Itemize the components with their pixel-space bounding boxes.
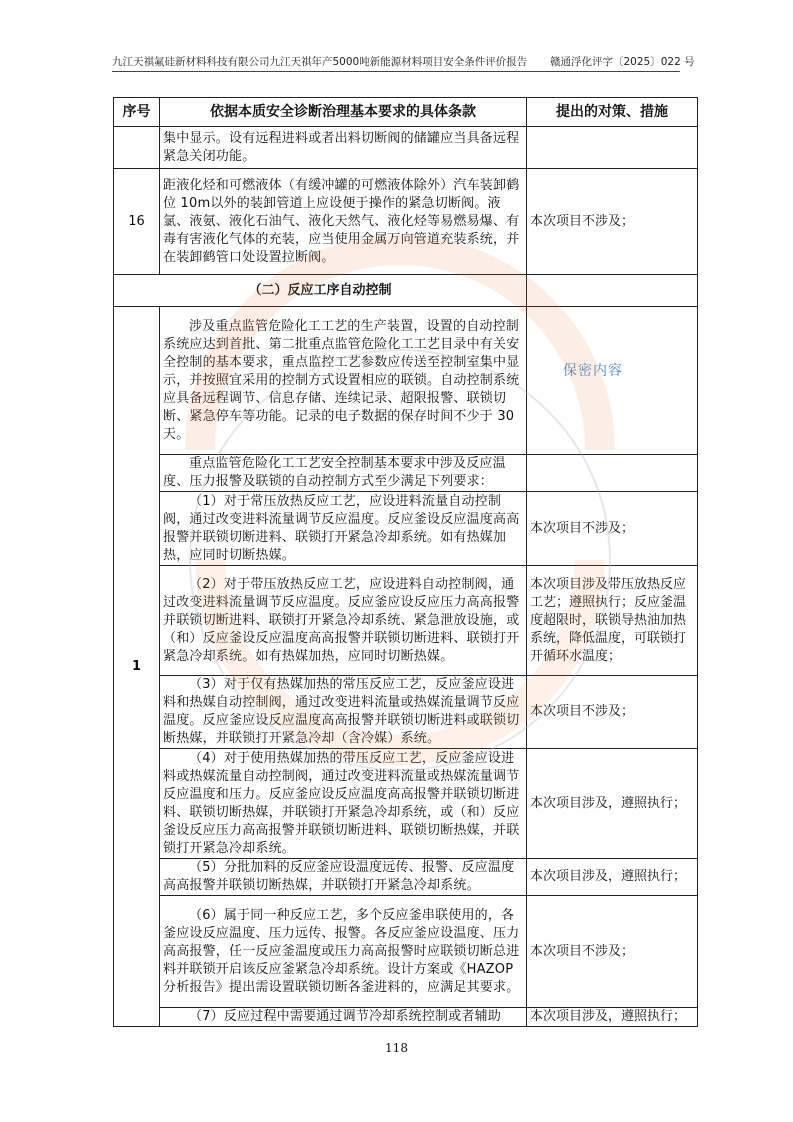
header-report-title: 九江天祺氟硅新材料科技有限公司九江天祺年产5000吨新能源材料项目安全条件评价报告 <box>112 56 528 68</box>
table-row <box>114 492 698 566</box>
table-row <box>114 307 698 455</box>
section-heading: （二）反应工序自动控制 <box>114 275 527 307</box>
measure-text: 本次项目不涉及； <box>527 492 698 566</box>
clause-text: （5）分批加料的反应釜应设温度远传、报警、反应温度高高报警并联锁切断热媒，并联锁打开紧急冷却系统。 <box>160 859 527 896</box>
clause-text: （4）对于使用热媒加热的带压反应工艺，反应釜应设进料或热媒流量自动控制阀，通过改变进料流量或热媒流量调节反应温度和压力。反应釜应设反应温度高高报警并联锁切断进料、联锁切断热媒，并联锁打开紧急冷却系统，或（和）反应釜设反应压力高高报警并联锁切断进料、联锁切断热媒，并联锁打开紧急冷却系统。 <box>160 749 527 859</box>
table-header-row <box>114 98 698 127</box>
table-row <box>114 127 698 169</box>
column-header-clause: 依据本质安全诊断治理基本要求的具体条款 <box>160 98 527 127</box>
measure-cell <box>527 307 698 455</box>
table-row <box>114 566 698 676</box>
table-row <box>114 1008 698 1027</box>
clause-text: （2）对于带压放热反应工艺，应设进料自动控制阀，通过改变进料流量调节反应温度。反应釜应设反应压力高高报警并联锁切断进料、联锁打开紧急冷却系统、紧急泄放设施，或（和）反应釜设反应温度高高报警并联锁切断进料、联锁打开紧急冷却系统。如有热媒加热，应同时切断热媒。 <box>160 566 527 676</box>
row-number <box>114 127 160 169</box>
table-row <box>114 676 698 749</box>
measure-text: 本次项目不涉及； <box>527 676 698 749</box>
clause-text: 集中显示。设有远程进料或者出料切断阀的储罐应当具备远程紧急关闭功能。 <box>160 127 527 169</box>
row-number: 1 <box>114 307 160 1027</box>
header-report-number: 赣通浮化评字〔2025〕022 号 <box>550 56 695 68</box>
safety-requirements-table <box>113 97 698 1027</box>
page-number: 118 <box>385 1041 408 1055</box>
measure-text: 本次项目涉及，遵照执行； <box>527 749 698 859</box>
confidential-label: 保密内容 <box>563 363 623 379</box>
clause-text: （3）对于仅有热媒加热的常压反应工艺，反应釜应设进料和热媒自动控制阀，通过改变进料流量或热媒流量调节反应温度。反应釜应设反应温度高高报警并联锁切断进料或联锁切断热媒，并联锁打开紧急冷却（含冷媒）系统。 <box>160 676 527 749</box>
clause-text: 重点监管危险化工工艺安全控制基本要求中涉及反应温度、压力报警及联锁的自动控制方式至少满足下列要求： <box>160 455 527 492</box>
measure-text: 本次项目不涉及； <box>527 896 698 1008</box>
table-row <box>114 749 698 859</box>
table-row <box>114 455 698 492</box>
table-row <box>114 859 698 896</box>
measure-text: 本次项目涉及，遵照执行； <box>527 859 698 896</box>
measure-text: 本次项目不涉及； <box>527 169 698 275</box>
clause-text: 涉及重点监管危险化工工艺的生产装置，设置的自动控制系统应达到首批、第二批重点监管危险化工工艺目录中有关安全控制的基本要求，重点监控工艺参数应传送至控制室集中显示，并按照宜采用的控制方式设置相应的联锁。自动控制系统应具备远程调节、信息存储、连续记录、超限报警、联锁切断、紧急停车等功能。记录的电子数据的保存时间不少于 30 天。 <box>160 307 527 455</box>
measure-text: 本次项目涉及，遵照执行； <box>527 1008 698 1027</box>
header-divider <box>112 71 680 72</box>
measure-text <box>527 127 698 169</box>
measure-text: 本次项目涉及带压放热反应工艺；遵照执行；反应釜温度超限时，联锁导热油加热系统，降低温度，可联锁打开循环水温度； <box>527 566 698 676</box>
column-header-measure: 提出的对策、措施 <box>527 98 698 127</box>
row-number: 16 <box>114 169 160 275</box>
measure-text <box>527 455 698 492</box>
clause-text: （6）属于同一种反应工艺，多个反应釜串联使用的，各釜应设反应温度、压力远传、报警。各反应釜应设温度、压力高高报警，任一反应釜温度或压力高高报警时应联锁切断总进料并联锁开启该反应釜紧急冷却系统。设计方案或《HAZOP 分析报告》提出需设置联锁切断各釜进料的，应满足其要求。 <box>160 896 527 1008</box>
clause-text: （7）反应过程中需要通过调节冷却系统控制或者辅助 <box>160 1008 527 1027</box>
column-header-no: 序号 <box>114 98 160 127</box>
section-row <box>114 275 698 307</box>
clause-text: （1）对于常压放热反应工艺，应设进料流量自动控制阀，通过改变进料流量调节反应温度。反应釜设反应温度高高报警并联锁切断进料、联锁打开紧急冷却系统。如有热媒加热，应同时切断热媒。 <box>160 492 527 566</box>
table-row <box>114 169 698 275</box>
clause-text: 距液化烃和可燃液体（有缓冲罐的可燃液体除外）汽车装卸鹤位 10m以外的装卸管道上应设便于操作的紧急切断阀。液氯、液氨、液化石油气、液化天然气、液化烃等易燃易爆、有毒有害液化气体的充装，应当使用金属万向管道充装系统，并在装卸鹤管口处设置拉断阀。 <box>160 169 527 275</box>
table-row <box>114 896 698 1008</box>
